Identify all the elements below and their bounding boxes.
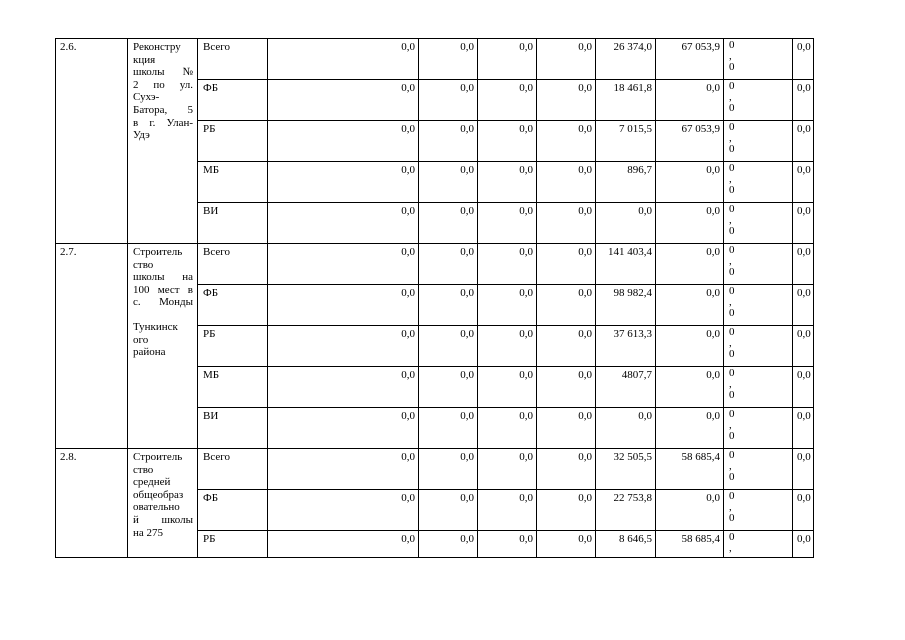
item-name-line: с. Монды [133,296,193,309]
amount-cell-v7 [724,367,793,408]
wrapped-char: 0 [729,285,735,297]
amount-cell-v5: 0,0 [596,408,656,449]
amount-cell-v6: 58 685,4 [656,449,724,490]
amount-cell-v3: 0,0 [478,203,537,244]
wrapped-char: , [729,378,732,390]
amount-cell-v8: 0,0 [793,285,814,326]
item-name-line: района [133,346,166,359]
amount-cell-v2: 0,0 [419,408,478,449]
item-name-line: ство [133,258,154,271]
amount-cell-v1: 0,0 [268,80,419,121]
amount-cell-v1: 0,0 [268,285,419,326]
item-number-cell: 2.7. [56,244,128,449]
item-name-line: Батора, 5 [133,103,193,116]
amount-cell-v6: 58 685,4 [656,531,724,558]
amount-cell-v3: 0,0 [478,80,537,121]
amount-cell-v5: 896,7 [596,162,656,203]
amount-cell-v1: 0,0 [268,121,419,162]
wrapped-char: , [729,419,732,431]
item-name-line: на 275 [133,526,164,539]
amount-cell-v2: 0,0 [419,449,478,490]
item-name-line: школы № [133,66,193,79]
amount-cell-v1: 0,0 [268,531,419,558]
amount-cell-v1: 0,0 [268,244,419,285]
amount-cell-v4: 0,0 [537,408,596,449]
table-row [56,449,889,490]
amount-cell-v8: 0,0 [793,121,814,162]
wrapped-value [729,122,792,155]
wrapped-char: 0 [729,430,735,442]
amount-cell-v4: 0,0 [537,531,596,558]
amount-cell-v6: 0,0 [656,490,724,531]
amount-cell-v4: 0,0 [537,449,596,490]
amount-cell-v3: 0,0 [478,285,537,326]
wrapped-char: , [729,132,732,144]
amount-cell-v2: 0,0 [419,203,478,244]
wrapped-char: 0 [729,102,735,114]
amount-cell-v6: 67 053,9 [656,39,724,80]
item-name-cell [128,39,198,244]
wrapped-char: , [729,501,732,513]
item-name-line: Сухэ- [133,91,160,104]
amount-cell-v3: 0,0 [478,449,537,490]
item-name-line: 2 по ул. [133,78,193,91]
wrapped-char: 0 [729,531,735,543]
item-number-cell: 2.8. [56,449,128,558]
amount-cell-v3: 0,0 [478,39,537,80]
amount-cell-v8: 0,0 [793,367,814,408]
amount-cell-v2: 0,0 [419,162,478,203]
wrapped-char: 0 [729,39,735,51]
item-name-line: Удэ [133,129,150,142]
amount-cell-v2: 0,0 [419,285,478,326]
wrapped-char: 0 [729,512,735,524]
funding-source-cell: Всего [198,449,268,490]
amount-cell-v6: 0,0 [656,285,724,326]
wrapped-char: 0 [729,184,735,196]
item-name-line: Строитель [133,451,183,463]
amount-cell-v5: 8 646,5 [596,531,656,558]
wrapped-char: , [729,542,732,554]
wrapped-char: , [729,255,732,267]
wrapped-char: 0 [729,408,735,420]
amount-cell-v7 [724,285,793,326]
item-name-line: школы на [133,271,193,284]
amount-cell-v6: 0,0 [656,80,724,121]
wrapped-char: 0 [729,244,735,256]
budget-table-page [55,38,889,558]
wrapped-char: 0 [729,266,735,278]
amount-cell-v7 [724,244,793,285]
amount-cell-v7 [724,326,793,367]
wrapped-char: 0 [729,449,735,461]
item-name-line: ство [133,463,154,476]
item-name-cell [128,244,198,449]
amount-cell-v4: 0,0 [537,244,596,285]
amount-cell-v8: 0,0 [793,244,814,285]
funding-source-cell: ФБ [198,285,268,326]
item-number-cell: 2.6. [56,39,128,244]
funding-source-cell: Всего [198,244,268,285]
wrapped-char: , [729,214,732,226]
wrapped-char: 0 [729,203,735,215]
amount-cell-v7 [724,490,793,531]
wrapped-value [729,286,792,319]
item-name-line: общеобраз [133,488,184,501]
wrapped-char: 0 [729,61,735,73]
amount-cell-v7 [724,408,793,449]
item-name-line: 100 мест в [133,283,193,296]
amount-cell-v5: 98 982,4 [596,285,656,326]
wrapped-char: 0 [729,389,735,401]
item-name-line: Строитель [133,246,183,258]
wrapped-value [729,368,792,401]
amount-cell-v4: 0,0 [537,203,596,244]
wrapped-value [729,81,792,114]
amount-cell-v3: 0,0 [478,367,537,408]
amount-cell-v3: 0,0 [478,121,537,162]
wrapped-char: 0 [729,348,735,360]
amount-cell-v2: 0,0 [419,39,478,80]
amount-cell-v1: 0,0 [268,326,419,367]
amount-cell-v4: 0,0 [537,367,596,408]
funding-source-cell: РБ [198,121,268,162]
amount-cell-v6: 67 053,9 [656,121,724,162]
amount-cell-v2: 0,0 [419,326,478,367]
item-name-line: кция [133,53,156,66]
amount-cell-v7 [724,80,793,121]
amount-cell-v6: 0,0 [656,326,724,367]
amount-cell-v6: 0,0 [656,203,724,244]
table-row [56,39,889,80]
wrapped-char: 0 [729,121,735,133]
amount-cell-v8: 0,0 [793,203,814,244]
amount-cell-v1: 0,0 [268,203,419,244]
wrapped-char: , [729,337,732,349]
amount-cell-v4: 0,0 [537,39,596,80]
wrapped-char: 0 [729,143,735,155]
funding-source-cell: ФБ [198,490,268,531]
amount-cell-v8: 0,0 [793,39,814,80]
amount-cell-v2: 0,0 [419,80,478,121]
table-row [56,244,889,285]
item-name-line [133,309,193,321]
amount-cell-v1: 0,0 [268,408,419,449]
amount-cell-v5: 4807,7 [596,367,656,408]
table-body [56,39,889,558]
budget-table [55,38,889,558]
amount-cell-v7 [724,121,793,162]
amount-cell-v5: 18 461,8 [596,80,656,121]
amount-cell-v2: 0,0 [419,367,478,408]
amount-cell-v5: 141 403,4 [596,244,656,285]
funding-source-cell: ВИ [198,408,268,449]
wrapped-char: 0 [729,80,735,92]
amount-cell-v7 [724,39,793,80]
funding-source-cell: Всего [198,39,268,80]
amount-cell-v8: 0,0 [793,531,814,558]
wrapped-value [729,245,792,278]
wrapped-char: , [729,296,732,308]
amount-cell-v3: 0,0 [478,244,537,285]
amount-cell-v2: 0,0 [419,490,478,531]
amount-cell-v5: 0,0 [596,203,656,244]
item-name-line: Реконстру [133,41,181,53]
amount-cell-v8: 0,0 [793,326,814,367]
amount-cell-v1: 0,0 [268,39,419,80]
amount-cell-v4: 0,0 [537,490,596,531]
amount-cell-v3: 0,0 [478,162,537,203]
item-name-line: ого [133,333,149,346]
amount-cell-v4: 0,0 [537,80,596,121]
amount-cell-v4: 0,0 [537,326,596,367]
amount-cell-v1: 0,0 [268,367,419,408]
wrapped-value [729,40,792,73]
wrapped-char: 0 [729,307,735,319]
amount-cell-v2: 0,0 [419,244,478,285]
wrapped-value [729,409,792,442]
amount-cell-v2: 0,0 [419,121,478,162]
wrapped-char: 0 [729,490,735,502]
funding-source-cell: МБ [198,162,268,203]
wrapped-value [729,163,792,196]
amount-cell-v6: 0,0 [656,162,724,203]
amount-cell-v5: 37 613,3 [596,326,656,367]
wrapped-value [729,450,792,483]
item-name-line: средней [133,476,171,489]
amount-cell-v8: 0,0 [793,490,814,531]
wrapped-char: , [729,173,732,185]
amount-cell-v2: 0,0 [419,531,478,558]
wrapped-value [729,491,792,524]
wrapped-value [729,327,792,360]
amount-cell-v1: 0,0 [268,162,419,203]
amount-cell-v8: 0,0 [793,80,814,121]
amount-cell-v5: 7 015,5 [596,121,656,162]
amount-cell-v3: 0,0 [478,326,537,367]
funding-source-cell: РБ [198,531,268,558]
amount-cell-v3: 0,0 [478,531,537,558]
amount-cell-v5: 26 374,0 [596,39,656,80]
wrapped-value [729,532,792,554]
amount-cell-v3: 0,0 [478,490,537,531]
amount-cell-v8: 0,0 [793,449,814,490]
funding-source-cell: ФБ [198,80,268,121]
item-name-cell [128,449,198,558]
wrapped-char: , [729,91,732,103]
item-name-line: овательно [133,501,180,514]
wrapped-char: 0 [729,367,735,379]
amount-cell-v7 [724,449,793,490]
amount-cell-v7 [724,531,793,558]
amount-cell-v6: 0,0 [656,244,724,285]
item-name-line: Тункинск [133,320,178,333]
funding-source-cell: РБ [198,326,268,367]
amount-cell-v3: 0,0 [478,408,537,449]
amount-cell-v1: 0,0 [268,490,419,531]
amount-cell-v5: 22 753,8 [596,490,656,531]
wrapped-char: 0 [729,225,735,237]
wrapped-char: , [729,460,732,472]
amount-cell-v5: 32 505,5 [596,449,656,490]
wrapped-char: , [729,50,732,62]
amount-cell-v6: 0,0 [656,408,724,449]
amount-cell-v1: 0,0 [268,449,419,490]
wrapped-value [729,204,792,237]
item-name-line: й школы [133,513,193,526]
wrapped-char: 0 [729,326,735,338]
wrapped-char: 0 [729,162,735,174]
amount-cell-v7 [724,203,793,244]
amount-cell-v4: 0,0 [537,285,596,326]
amount-cell-v8: 0,0 [793,408,814,449]
funding-source-cell: ВИ [198,203,268,244]
amount-cell-v6: 0,0 [656,367,724,408]
item-name-line: в г. Улан- [133,116,193,129]
funding-source-cell: МБ [198,367,268,408]
amount-cell-v4: 0,0 [537,162,596,203]
amount-cell-v8: 0,0 [793,162,814,203]
amount-cell-v4: 0,0 [537,121,596,162]
amount-cell-v7 [724,162,793,203]
wrapped-char: 0 [729,471,735,483]
